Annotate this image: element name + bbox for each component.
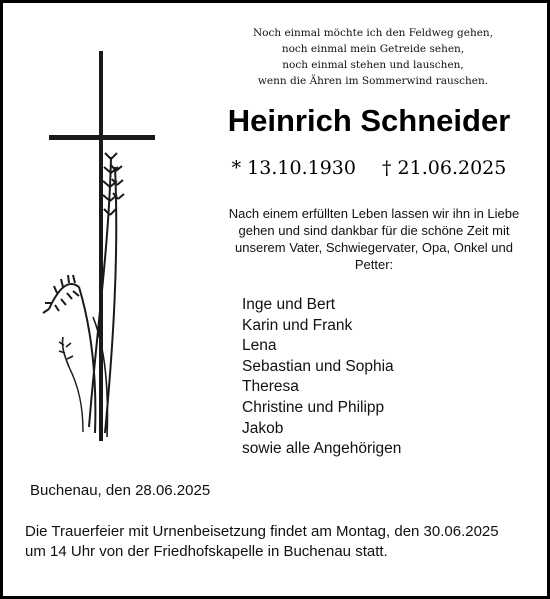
- mourner-entry: Christine und Philipp: [242, 398, 385, 416]
- intro-text: Nach einem erfüllten Leben lassen wir ihn in Liebe gehen und sind dankbar für die schöne Zeit mit unserem Vater, Schwiegervater, Opa, Onkel und Petter:: [228, 206, 520, 272]
- mourners-list: [242, 295, 502, 460]
- place-and-date: Buchenau, den 28.06.2025: [30, 482, 211, 499]
- mourner-entry: Lena: [242, 337, 277, 355]
- mourner-entry: Inge und Bert: [242, 296, 336, 313]
- service-line: Die Trauerfeier mit Urnenbeisetzung findet am Montag, den 30.06.2025: [25, 523, 499, 540]
- mourner-entry: Theresa: [242, 378, 299, 396]
- cross-with-wheat-icon: [39, 47, 159, 447]
- mourner-entry: Jakob: [242, 419, 284, 437]
- poem-line: Noch einmal möchte ich den Feldweg gehen,: [252, 27, 494, 39]
- service-line: um 14 Uhr von der Friedhofskapelle in Buchenau statt.: [25, 543, 388, 560]
- death-date: † 21.06.2025: [382, 157, 507, 179]
- birth-date: * 13.10.1930: [231, 157, 356, 179]
- mourner-entry: sowie alle Angehörigen: [242, 440, 402, 458]
- deceased-name: Heinrich Schneider: [227, 103, 511, 138]
- poem: [203, 25, 543, 89]
- poem-line: noch einmal mein Getreide sehen,: [281, 43, 465, 55]
- mourner-entry: Karin und Frank: [242, 316, 353, 334]
- mourner-entry: Sebastian und Sophia: [242, 357, 394, 375]
- service-notice: [25, 522, 545, 562]
- poem-line: wenn die Ähren im Sommerwind rauschen.: [257, 75, 489, 87]
- life-dates: [203, 155, 535, 181]
- poem-line: noch einmal stehen und lauschen,: [282, 59, 464, 71]
